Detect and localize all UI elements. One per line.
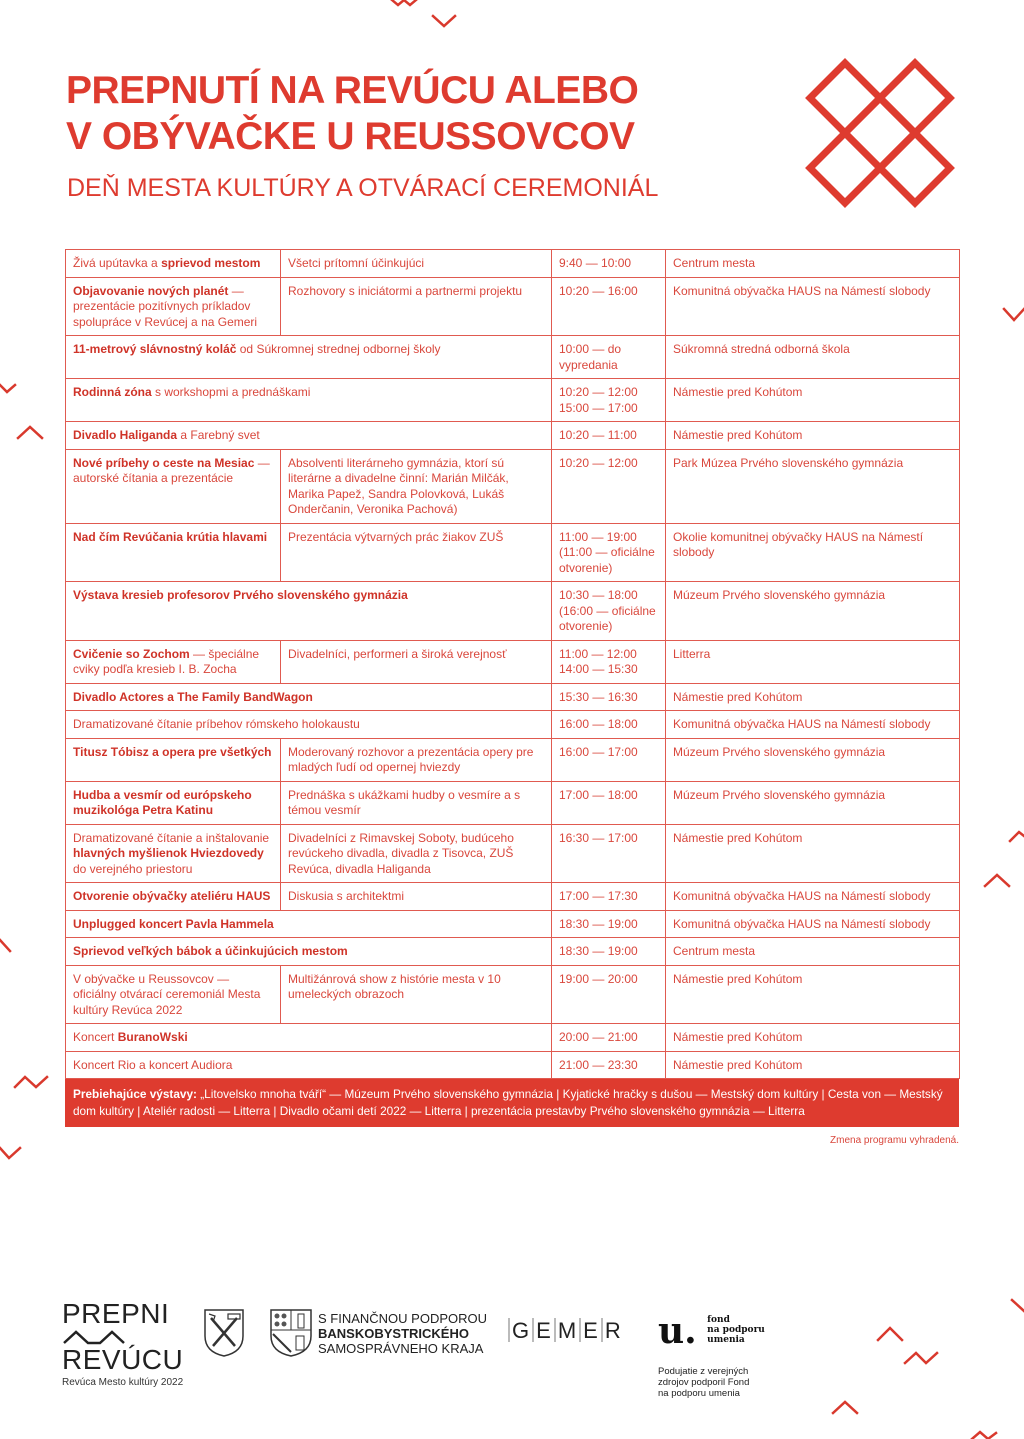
program-row [66,824,960,883]
time-cell: 10:20 — 16:00 [552,277,666,336]
logo-line-2: REVÚCU [62,1344,184,1375]
performers-cell: Divadelníci, performeri a široká verejnosť [281,640,552,683]
time-cell: 17:00 — 18:00 [552,781,666,824]
event-title: Titusz Tóbisz a opera pre všetkých [73,744,272,759]
chevron-down-icon [433,16,455,26]
event-title: Divadlo Actores a The Family BandWagon [73,689,313,704]
event-text: Dramatizované čítanie príbehov rómskeho holokaustu [73,717,360,731]
place-cell: Súkromná stredná odborná škola [666,336,960,379]
program-row [66,1024,960,1052]
event-title: sprievod mestom [161,256,261,270]
chevron-up-icon [833,1402,857,1413]
event-text: — autorské čítania a prezentácie [73,455,270,485]
page-title [66,68,638,160]
event-title: Nad čím Revúčania krútia hlavami [73,529,268,544]
event-title: Nové príbehy o ceste na Mesiac [73,455,255,470]
gemer-letter: E [583,1318,599,1343]
zigzag-icon [392,0,416,5]
event-cell [66,781,281,824]
event-text: V obývačke u Reussovcov — oficiálny otvárací ceremoniál Mesta kultúry Revúca 2022 [73,971,261,1017]
event-title: Cvičenie so Zochom [73,646,190,661]
event-cell [66,1051,552,1079]
time-cell: 10:20 — 12:00 15:00 — 17:00 [552,379,666,422]
place-cell: Komunitná obývačka HAUS na Námestí slobody [666,711,960,739]
time-cell: 9:40 — 10:00 [552,250,666,278]
program-change-note: Zmena programu vyhradená. [830,1135,959,1146]
place-cell: Park Múzea Prvého slovenského gymnázia [666,449,960,523]
program-table [65,249,960,1079]
time-cell: 11:00 — 19:00 (11:00 — oficiálne otvorenie) [552,523,666,582]
program-row [66,449,960,523]
event-text: — špeciálne cviky podľa kresieb I. B. Zocha [73,646,260,676]
diamond-lattice-logo-icon [805,58,960,213]
performers-cell: Divadelníci z Rimavskej Soboty, budúceho revúckeho divadla, divadla z Tisovca, ZUŠ Revúca, divadla Haliganda [281,824,552,883]
event-title: Unplugged koncert Pavla Hammela [73,916,274,931]
fpu-mark: u. [658,1310,697,1352]
title-line-2: V OBÝVAČKE U REUSSOVCOV [66,115,635,158]
logo-tagline: Revúca Mesto kultúry 2022 [62,1377,184,1388]
chevron-down-icon [1012,1300,1024,1311]
event-cell [66,336,552,379]
logo-line-1: PREPNI [62,1298,170,1329]
fpu-note-line: zdrojov podporil Fond [658,1377,750,1388]
event-cell [66,379,552,422]
chevron-down-icon [0,385,15,392]
exhibitions-label: Prebiehajúce výstavy: [73,1087,197,1101]
event-cell [66,523,281,582]
chevron-up-icon [878,1328,902,1340]
time-cell: 19:00 — 20:00 [552,965,666,1024]
time-cell: 10:20 — 11:00 [552,422,666,450]
fpu-note-line: na podporu umenia [658,1388,740,1399]
event-text: Živá upútavka a [73,256,162,270]
time-cell: 10:00 — do vypredania [552,336,666,379]
fpu-note-line: Podujatie z verejných [658,1366,749,1377]
time-cell: 17:00 — 17:30 [552,883,666,911]
program-row [66,965,960,1024]
place-cell: Námestie pred Kohútom [666,965,960,1024]
place-cell: Komunitná obývačka HAUS na Námestí slobody [666,910,960,938]
event-title: Otvorenie obývačky ateliéru HAUS [73,889,271,903]
title-line-1: PREPNUTÍ NA REVÚCU ALEBO [66,69,639,112]
program-row [66,1051,960,1079]
place-cell: Centrum mesta [666,938,960,966]
bbsk-line-2: BANSKOBYSTRICKÉHO [318,1326,469,1341]
place-cell: Komunitná obývačka HAUS na Námestí slobody [666,883,960,911]
program-row [66,277,960,336]
event-cell [66,582,552,641]
event-text: s workshopmi a prednáškami [151,385,311,399]
gemer-letter: R [604,1318,622,1343]
place-cell: Litterra [666,640,960,683]
event-text: — prezentácie pozitívnych príkladov spolupráce v Revúcej a na Gemeri [73,283,258,329]
event-cell [66,738,281,781]
performers-cell: Diskusia s architektmi [281,883,552,911]
program-row [66,379,960,422]
event-title: Sprievod veľkých bábok a účinkujúcich mestom [73,944,348,958]
gemer-letter: E [536,1318,552,1343]
zigzag-icon [905,1353,937,1363]
gemer-logo [506,1318,622,1344]
program-section [65,249,959,1146]
program-row [66,738,960,781]
event-title: Výstava kresieb profesorov Prvého slovenského gymnázia [73,588,408,602]
place-cell: Okolie komunitnej obývačky HAUS na Námestí slobody [666,523,960,582]
program-row [66,683,960,711]
fpu-support-note [658,1366,749,1399]
performers-cell: Prednáška s ukážkami hudby o vesmíre a s témou vesmír [281,781,552,824]
time-cell: 11:00 — 12:00 14:00 — 15:30 [552,640,666,683]
event-cell [66,883,281,911]
fpu-line-3: umenia [707,1335,745,1345]
event-title: Objavovanie nových planét [73,283,229,298]
event-cell [66,824,281,883]
program-row [66,781,960,824]
time-cell: 20:00 — 21:00 [552,1024,666,1052]
time-cell: 15:30 — 16:30 [552,683,666,711]
place-cell: Námestie pred Kohútom [666,1024,960,1052]
program-row [66,250,960,278]
chevron-up-icon [18,427,42,438]
place-cell: Námestie pred Kohútom [666,824,960,883]
time-cell: 16:00 — 17:00 [552,738,666,781]
zigzag-icon [972,1432,996,1439]
event-cell [66,965,281,1024]
event-cell [66,683,552,711]
performers-cell: Všetci prítomní účinkujúci [281,250,552,278]
event-cell [66,1024,552,1052]
place-cell: Múzeum Prvého slovenského gymnázia [666,781,960,824]
exhibitions-text: „Litovelsko mnoha tváří“ — Múzeum Prvého slovenského gymnázia | Kyjatické hračky s dušou — Mestský dom kultúry | Cesta von — Mestský dom kultúry | Ateliér radosti — Litterra | Divadlo očami detí 2022 — Litterra | prezentácia prestavby Prvého slovenského gymnázia — Litterra [73,1087,943,1118]
time-cell: 10:20 — 12:00 [552,449,666,523]
gemer-letter: M [557,1318,578,1343]
place-cell: Námestie pred Kohútom [666,1051,960,1079]
chevron-down-icon [0,940,10,951]
bbsk-support-text [318,1311,487,1356]
fpu-line-1: fond [707,1315,730,1325]
chevron-up-icon [985,875,1009,886]
performers-cell: Absolventi literárneho gymnázia, ktorí sú literárne a divadelne činní: Marián Milčák, Marika Papež, Sandra Polovková, Lukáš Onderčanin, Veronika Pachová) [281,449,552,523]
fond-na-podporu-umenia-logo [658,1310,765,1352]
time-cell: 10:30 — 18:00 (16:00 — oficiálne otvorenie) [552,582,666,641]
place-cell: Múzeum Prvého slovenského gymnázia [666,738,960,781]
ongoing-exhibitions-banner [65,1079,959,1127]
event-cell [66,250,281,278]
event-cell [66,711,552,739]
event-cell [66,277,281,336]
event-title: Rodinná zóna [73,385,152,399]
program-row [66,336,960,379]
place-cell: Múzeum Prvého slovenského gymnázia [666,582,960,641]
program-row [66,640,960,683]
program-row [66,523,960,582]
event-cell [66,640,281,683]
event-title: Hudba a vesmír od európskeho muzikológa Petra Katinu [73,787,252,817]
event-text: Koncert [73,1030,118,1044]
performers-cell: Moderovaný rozhovor a prezentácia opery pre mladých ľudí od opernej hviezdy [281,738,552,781]
time-cell: 16:00 — 18:00 [552,711,666,739]
page-subtitle: DEŇ MESTA KULTÚRY A OTVÁRACÍ CEREMONIÁL [67,174,659,202]
bbsk-coat-of-arms-icon [269,1308,313,1358]
event-cell [66,422,552,450]
place-cell: Centrum mesta [666,250,960,278]
event-text: od Súkromnej strednej odbornej školy [236,342,441,356]
time-cell: 18:30 — 19:00 [552,938,666,966]
program-row [66,422,960,450]
event-cell [66,910,552,938]
event-cell [66,938,552,966]
gemer-letter: G [512,1318,531,1343]
chevron-down-icon [1004,309,1024,320]
event-text: Koncert Rio a koncert Audiora [73,1057,233,1072]
event-text: Dramatizované čítanie a inštalovanie [73,830,270,845]
bbsk-line-3: SAMOSPRÁVNEHO KRAJA [318,1341,484,1356]
program-table-body [66,250,960,1079]
performers-cell: Multižánrová show z histórie mesta v 10 umeleckých obrazoch [281,965,552,1024]
chevron-up-icon [1010,832,1024,841]
event-title: hlavných myšlienok Hviezdovedy [73,846,264,860]
time-cell: 21:00 — 23:30 [552,1051,666,1079]
program-row [66,938,960,966]
event-text: do verejného priestoru [73,861,193,876]
program-row [66,910,960,938]
revuca-coat-of-arms-icon [203,1308,245,1358]
event-cell [66,449,281,523]
chevron-down-icon [0,1148,20,1158]
time-cell: 16:30 — 17:00 [552,824,666,883]
event-title: 11-metrový slávnostný koláč [73,342,237,356]
prepni-revucu-logo [62,1300,183,1388]
time-cell: 18:30 — 19:00 [552,910,666,938]
event-title: Divadlo Haliganda [73,428,178,442]
program-row [66,883,960,911]
zigzag-icon [15,1077,47,1087]
event-text: a Farebný svet [177,428,260,442]
place-cell: Námestie pred Kohútom [666,683,960,711]
performers-cell: Rozhovory s iniciátormi a partnermi projektu [281,277,552,336]
bbsk-line-1: S FINANČNOU PODPOROU [318,1311,488,1326]
place-cell: Komunitná obývačka HAUS na Námestí slobody [666,277,960,336]
program-row [66,711,960,739]
event-title: BuranoWski [117,1030,188,1044]
performers-cell: Prezentácia výtvarných prác žiakov ZUŠ [281,523,552,582]
program-row [66,582,960,641]
place-cell: Námestie pred Kohútom [666,379,960,422]
place-cell: Námestie pred Kohútom [666,422,960,450]
fpu-line-2: na podporu [707,1325,765,1335]
